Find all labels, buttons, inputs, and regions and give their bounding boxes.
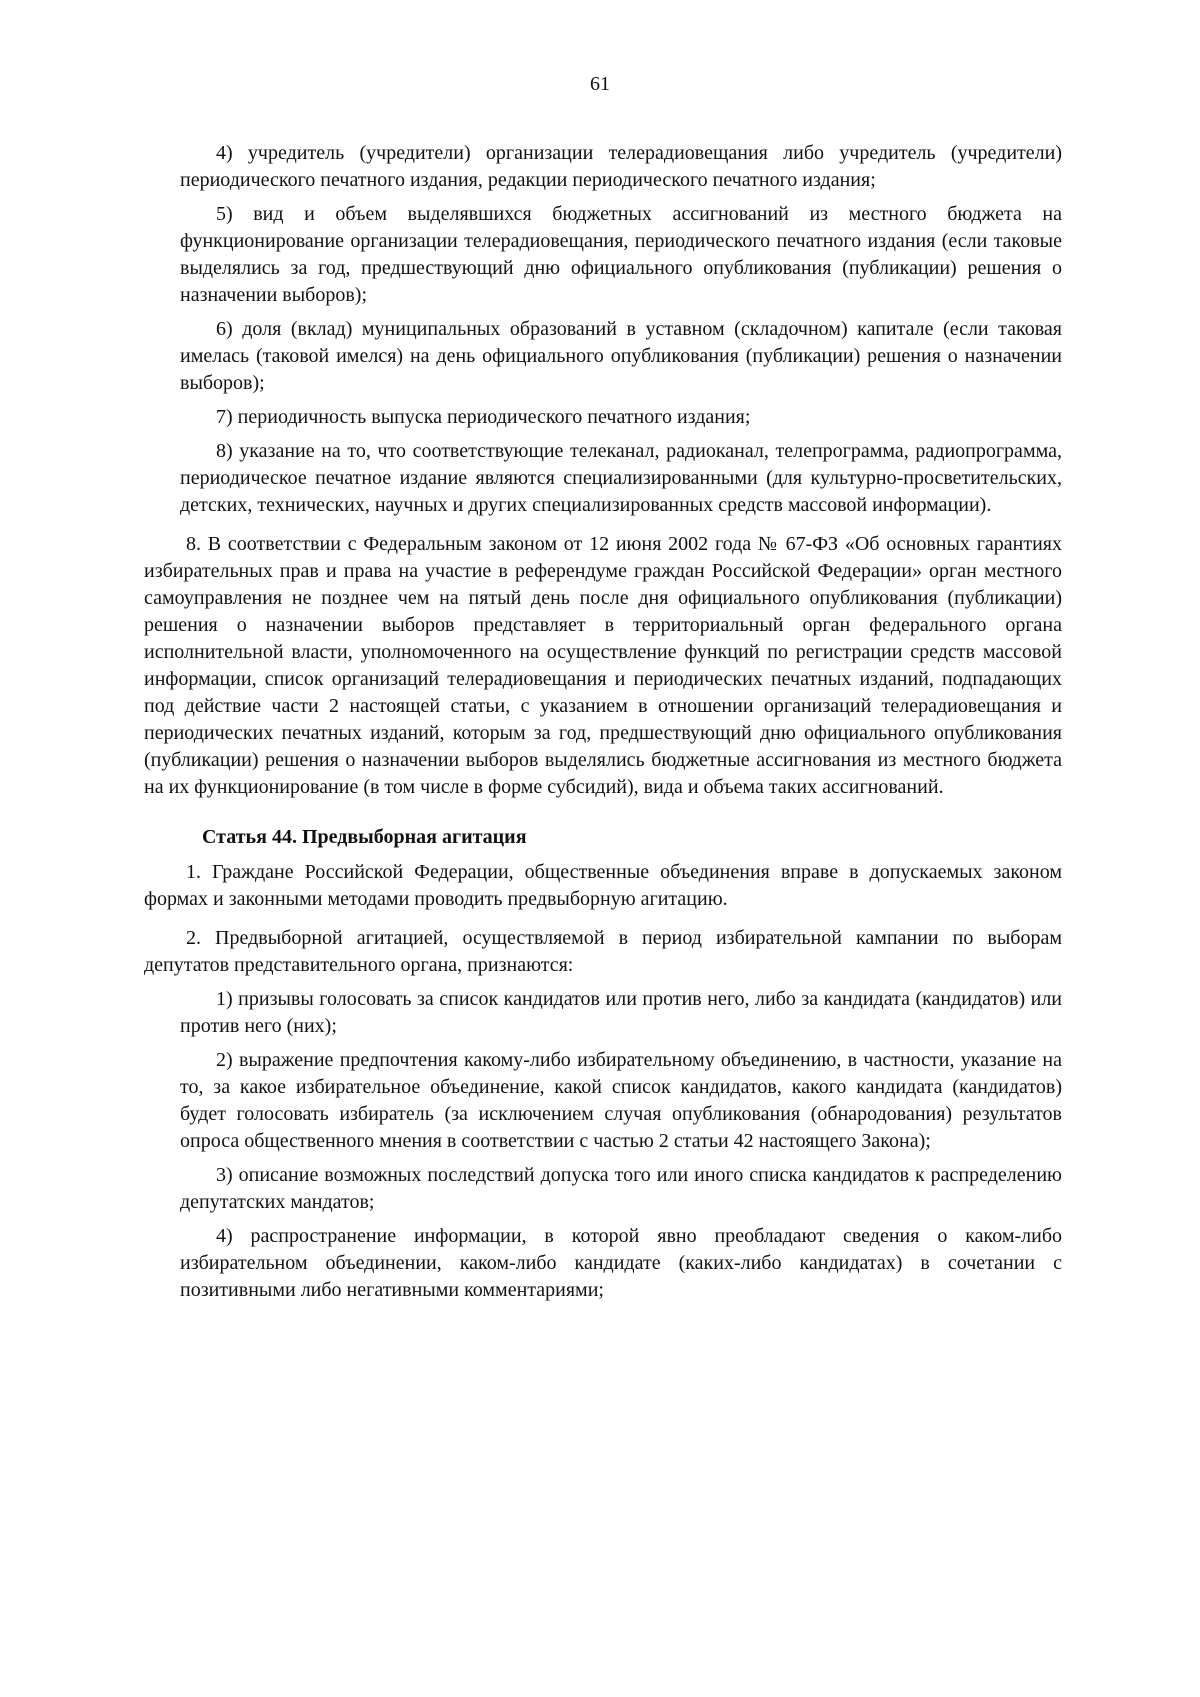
- article-44-clause-2: 2. Предвыборной агитацией, осуществляемой в период избирательной кампании по выборам депутатов представительного органа, признаются:: [144, 927, 1062, 976]
- article-44-heading: Статья 44. Предвыборная агитация: [202, 826, 527, 848]
- list-item-5-budget-allocations: 5) вид и объем выделявшихся бюджетных ассигнований из местного бюджета на функционирование организации телерадиовещания, периодического печатного издания (если таковые выделялись за год, предшествующий дню официального опубликования (публикации) решения о назначении выборов);: [180, 203, 1062, 306]
- article-44-clause-1: 1. Граждане Российской Федерации, общественные объединения вправе в допускаемых законом формах и законными методами проводить предвыборную агитацию.: [144, 861, 1062, 910]
- page-number: 61: [590, 73, 610, 95]
- list-item-8-specialization: 8) указание на то, что соответствующие телеканал, радиоканал, телепрограмма, радиопрограмма, периодическое печатное издание являются специализированными (для культурно-просветительских, детских, технических, научных и других специализированных средств массовой информации).: [180, 440, 1062, 516]
- clause-2-item-2: 2) выражение предпочтения какому-либо избирательному объединению, в частности, указание на то, за какое избирательное объединение, какой список кандидатов, какого кандидата (кандидатов) будет голосовать избиратель (за исключением случая опубликования (обнародования) результатов опроса общественного мнения в соответствии с частью 2 статьи 42 настоящего Закона);: [180, 1049, 1062, 1152]
- list-item-6-municipal-share: 6) доля (вклад) муниципальных образований в уставном (складочном) капитале (если таковая имелась (таковой имелся) на день официального опубликования (публикации) решения о назначении выборов);: [180, 318, 1062, 394]
- clause-2-item-4: 4) распространение информации, в которой явно преобладают сведения о каком-либо избирательном объединении, каком-либо кандидате (каких-либо кандидатах) в сочетании с позитивными либо негативными комментариями;: [180, 1225, 1062, 1301]
- clause-2-item-1: 1) призывы голосовать за список кандидатов или против него, либо за кандидата (кандидатов) или против него (них);: [180, 988, 1062, 1037]
- paragraph-8-federal-law: 8. В соответствии с Федеральным законом от 12 июня 2002 года № 67-ФЗ «Об основных гарантиях избирательных прав и права на участие в референдуме граждан Российской Федерации» орган местного самоуправления не позднее чем на пятый день после дня официального опубликования (публикации) решения о назначении выборов представляет в территориальный орган федерального органа исполнительной власти, уполномоченного на осуществление функций по регистрации средств массовой информации, список организаций телерадиовещания и периодических печатных изданий, подпадающих под действие части 2 настоящей статьи, с указанием в отношении организаций телерадиовещания и периодических печатных изданий, которым за год, предшествующий дню официального опубликования (публикации) решения о назначении выборов выделялись бюджетные ассигнования из местного бюджета на их функционирование (в том числе в форме субсидий), вида и объема таких ассигнований.: [144, 533, 1062, 798]
- list-item-4-founders: 4) учредитель (учредители) организации телерадиовещания либо учредитель (учредители) периодического печатного издания, редакции периодического печатного издания;: [180, 142, 1062, 191]
- list-item-7-periodicity: 7) периодичность выпуска периодического печатного издания;: [216, 406, 751, 428]
- clause-2-item-3: 3) описание возможных последствий допуска того или иного списка кандидатов к распределению депутатских мандатов;: [180, 1164, 1062, 1213]
- document-body: [144, 140, 1062, 1311]
